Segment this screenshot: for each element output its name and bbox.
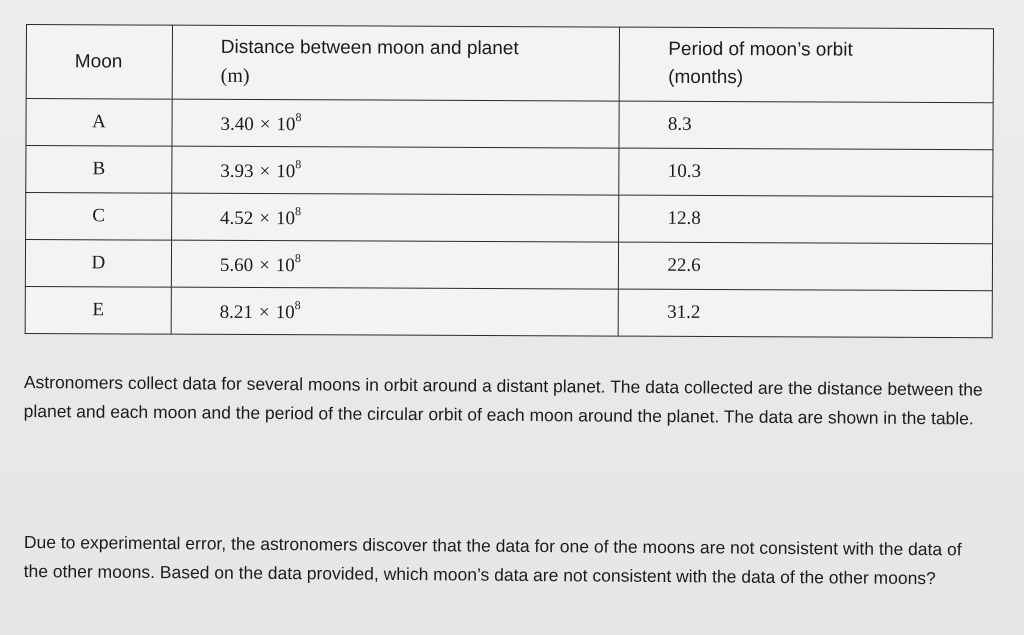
moon-data-table <box>25 24 994 338</box>
period-cell: 22.6 <box>619 242 993 291</box>
distance-exponent: 8 <box>295 204 302 219</box>
moon-cell: E <box>25 286 171 334</box>
moon-cell: D <box>25 240 171 288</box>
distance-mantissa: 3.40 <box>220 113 254 135</box>
distance-mantissa: 8.21 <box>219 301 253 323</box>
header-period-unit: (months) <box>668 66 744 88</box>
moon-cell: B <box>26 146 172 194</box>
distance-base: 10 <box>276 114 296 136</box>
times-sign: × <box>259 161 271 183</box>
distance-cell <box>171 193 619 242</box>
moon-data-table-container <box>25 24 994 338</box>
distance-base: 10 <box>275 302 295 324</box>
moon-cell: C <box>26 193 172 241</box>
distance-base: 10 <box>275 208 296 230</box>
header-moon: Moon <box>26 25 172 100</box>
header-period <box>620 27 994 103</box>
table-row <box>26 99 993 150</box>
table-row <box>26 146 993 197</box>
distance-cell <box>172 146 620 195</box>
distance-exponent: 8 <box>294 251 301 266</box>
header-distance-label: Distance between moon and planet <box>220 36 519 59</box>
times-sign: × <box>258 302 270 324</box>
header-period-label: Period of moon’s orbit <box>668 38 853 61</box>
distance-base: 10 <box>276 161 296 183</box>
period-cell: 12.8 <box>619 195 993 244</box>
header-distance <box>172 25 620 101</box>
times-sign: × <box>259 255 270 277</box>
distance-cell <box>171 287 619 336</box>
table-row <box>26 193 993 244</box>
table-row <box>25 286 992 337</box>
distance-exponent: 8 <box>295 110 302 125</box>
moon-cell: A <box>26 99 172 147</box>
distance-mantissa: 4.52 <box>220 207 254 229</box>
distance-base: 10 <box>275 255 295 277</box>
period-cell: 31.2 <box>619 289 993 338</box>
context-paragraph: Astronomers collect data for several moons in orbit around a distant planet. The data collected are the distance between the planet and each moon and the period of the circular orbit of each moon around the planet. The data are shown in the table. <box>23 371 983 429</box>
distance-cell <box>172 99 620 148</box>
distance-cell <box>171 240 619 289</box>
distance-exponent: 8 <box>295 157 302 172</box>
distance-exponent: 8 <box>294 298 301 313</box>
distance-mantissa: 3.93 <box>220 160 254 182</box>
question-paragraph: Due to experimental error, the astronomers discover that the data for one of the moons are not consistent with the data of the other moons. Based on the data provided, which moon’s data are not consistent with the data of the other moons? <box>23 531 962 589</box>
table-row <box>25 240 992 291</box>
period-cell: 10.3 <box>619 148 993 197</box>
distance-mantissa: 5.60 <box>219 254 254 276</box>
period-cell: 8.3 <box>619 101 993 150</box>
table-header-row <box>26 25 993 103</box>
times-sign: × <box>259 208 271 230</box>
times-sign: × <box>259 114 271 136</box>
header-distance-unit: (m) <box>220 64 250 87</box>
